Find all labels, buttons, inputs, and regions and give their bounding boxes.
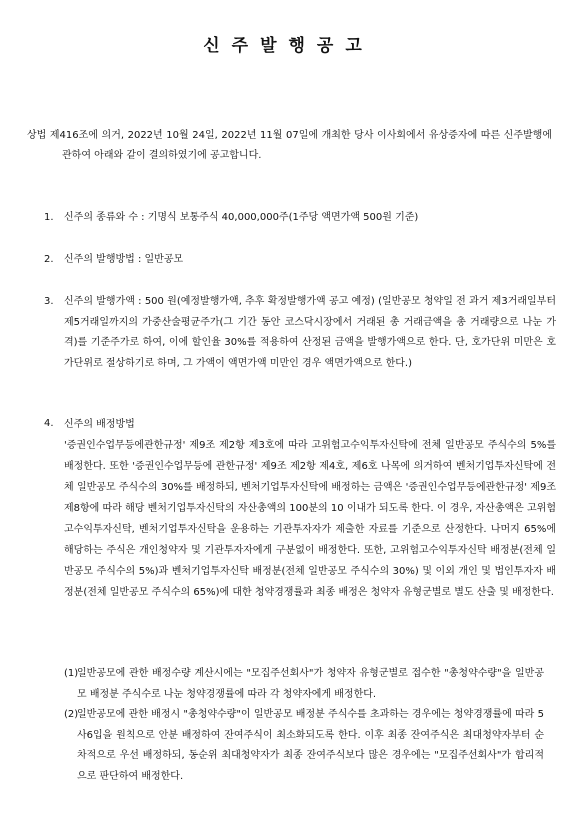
subitem-text: 일반공모에 관한 배정시 "총청약수량"이 일반공모 배정분 주식수를 초과하는 경우에는 청약경쟁률에 따라 5사6입을 원칙으로 안분 배정하여 잔여주식이 최소화되도록 한다. 이후 최종 잔여주식은 최대청약자부터 순차적으로 우선 배정하되, 동순위 최대청약자가 최종 잔여주식보다 많은 경우에는 "모집주선회사"가 합리적으로 판단하여 배정한다. xyxy=(77,709,544,782)
page-title: 신주발행공고 xyxy=(203,36,374,56)
item-text: 신주의 종류와 수 : 기명식 보통주식 40,000,000주(1주당 액면가액 500원 기준) xyxy=(64,212,419,223)
item-text: '증권인수업무등에관한규정' 제9조 제2항 제3호에 따라 고위험고수익투자신탁에 전체 일반공모 주식수의 5%를 배정한다. 또한 '증권인수업무등에 관한규정' 제9조 제2항 제4호, 제6호 나목에 의거하여 벤처기업투자신탁에 전체 일반공모 주식수의 30%를 배정하되, 벤처기업투자신탁에 배정하는 금액은 '증권인수업무등에관한규정' 제9조 제8항에 따라 해당 벤처기업투자신탁의 자산총액의 100분의 10 이내가 되도록 한다. 이 경우, 자산총액은 고위험고수익투자신탁, 벤처기업투자신탁을 운용하는 기관투자자가 제출한 자료를 기준으로 산정한다. 나머지 65%에 해당하는 주식은 개인청약자 및 기관투자자에게 구분없이 배정한다. 또한, 고위험고수익투자신탁 배정분(전체 일반공모 주식수의 5%)과 벤처기업투자신탁 배정분(전체 일반공모 주식수의 30%) 및 이외 개인 및 법인투자자 배정분(전체 일반공모 주식수의 65%)에 대한 청약경쟁률과 최종 배정은 청약자 유형군별로 별도 산출 및 배정한다. xyxy=(64,440,556,598)
item-number: 2. xyxy=(44,254,54,265)
item-issuance-method xyxy=(44,250,556,271)
intro-paragraph: 상법 제416조에 의거, 2022년 10월 24일, 2022년 11월 07일에 개최한 당사 이사회에서 유상증자에 따른 신주발행에 관하여 아래와 같이 결의하였기에 공고합니다. xyxy=(27,130,552,161)
item-number: 1. xyxy=(44,212,54,223)
subitem-number: (2) xyxy=(64,709,79,720)
subitem xyxy=(64,705,544,787)
allocation-subitems xyxy=(44,664,544,787)
item-allocation-method xyxy=(44,414,556,603)
item-text: 신주의 발행가액 : 500 원(예정발행가액, 추후 확정발행가액 공고 예정) (일반공모 청약일 전 과거 제3거래일부터 제5거래일까지의 가중산술평균주가(그 기간 동안 코스닥시장에서 거래된 총 거래금액을 총 거래량으로 나눈 가격)를 기준주가로 하여, 이에 할인율 30%를 적용하여 산정된 금액을 발행가액으로 한다. 단, 호가단위 미만은 호가단위로 절상하기로 하며, 그 가액이 액면가액 미만인 경우 액면가액으로 한다.) xyxy=(64,296,556,369)
item-number: 3. xyxy=(44,296,54,307)
subitem xyxy=(64,664,544,705)
subitem-text: 일반공모에 관한 배정수량 계산시에는 "모집주선회사"가 청약자 유형군별로 접수한 "총청약수량"을 일반공모 배정분 주식수로 나눈 청약경쟁률에 따라 각 청약자에게 배정한다. xyxy=(77,668,544,700)
item-number: 4. xyxy=(44,418,54,429)
item-issue-price xyxy=(44,292,556,374)
item-text: 신주의 발행방법 : 일반공모 xyxy=(64,254,184,265)
item-heading: 신주의 배정방법 xyxy=(64,419,135,430)
item-share-type xyxy=(44,208,556,229)
subitem-number: (1) xyxy=(64,668,79,679)
